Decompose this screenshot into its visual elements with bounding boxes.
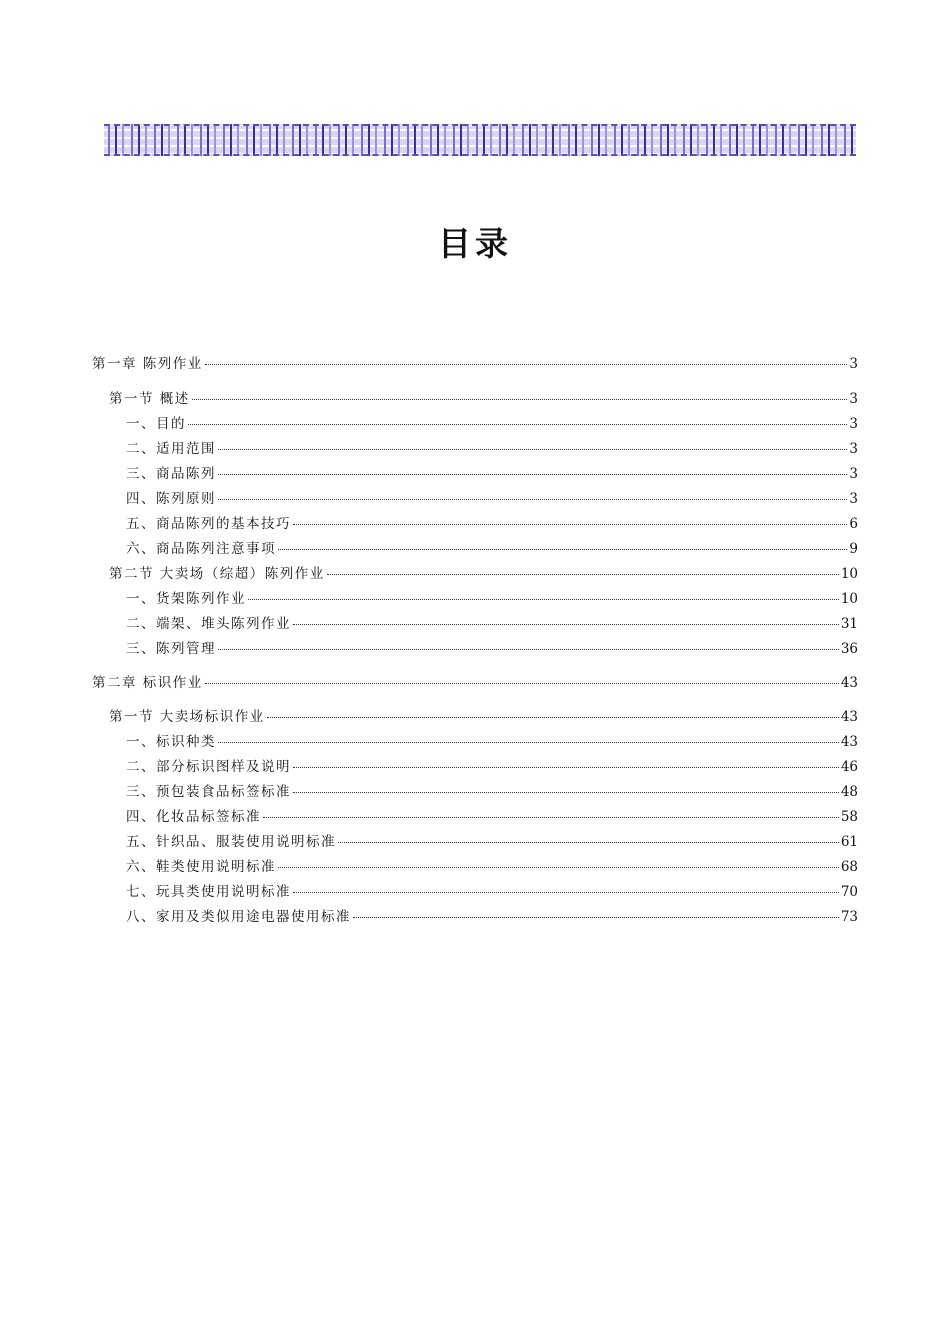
toc-entry-item[interactable]	[126, 758, 858, 776]
toc-leader-dots	[353, 917, 839, 918]
toc-entry-label: 第二节 大卖场（综超）陈列作业	[109, 566, 325, 582]
decorative-banner	[104, 124, 856, 156]
toc-entry-item[interactable]	[126, 615, 858, 633]
toc-entry-page: 46	[840, 759, 858, 775]
toc-entry-label: 三、商品陈列	[126, 466, 216, 482]
toc-entry-item[interactable]	[126, 858, 858, 876]
toc-entry-item[interactable]	[126, 883, 858, 901]
toc-entry-label: 二、端架、堆头陈列作业	[126, 616, 291, 632]
toc-entry-label: 一、目的	[126, 416, 186, 432]
toc-entry-page: 3	[849, 416, 858, 432]
toc-leader-dots	[263, 817, 839, 818]
toc-entry-page: 58	[840, 809, 858, 825]
toc-entry-page: 3	[849, 356, 858, 372]
toc-entry-page: 10	[840, 591, 858, 607]
toc-entry-label: 三、陈列管理	[126, 641, 216, 657]
toc-entry-item[interactable]	[126, 833, 858, 851]
toc-leader-dots	[267, 717, 839, 718]
toc-entry-item[interactable]	[126, 808, 858, 826]
toc-leader-dots	[278, 867, 839, 868]
toc-entry-item[interactable]	[126, 908, 858, 926]
toc-entry-label: 四、化妆品标签标准	[126, 809, 261, 825]
toc-entry-item[interactable]	[126, 440, 858, 458]
toc-leader-dots	[218, 649, 839, 650]
toc-entry-page: 3	[849, 391, 858, 407]
toc-leader-dots	[218, 449, 847, 450]
toc-leader-dots	[218, 742, 839, 743]
toc-entry-page: 6	[849, 516, 858, 532]
toc-entry-label: 二、适用范围	[126, 441, 216, 457]
toc-leader-dots	[218, 474, 847, 475]
toc-entry-label: 第二章 标识作业	[92, 675, 203, 691]
toc-leader-dots	[205, 364, 848, 365]
toc-entry-label: 第一节 大卖场标识作业	[109, 709, 265, 725]
toc-entry-item[interactable]	[126, 640, 858, 658]
toc-entry-page: 3	[849, 441, 858, 457]
toc-entry-label: 六、商品陈列注意事项	[126, 541, 276, 557]
toc-leader-dots	[293, 624, 839, 625]
toc-entry-page: 10	[840, 566, 858, 582]
toc-entry-page: 43	[840, 709, 858, 725]
toc-entry-label: 一、货架陈列作业	[126, 591, 246, 607]
toc-leader-dots	[293, 767, 839, 768]
toc-entry-item[interactable]	[126, 465, 858, 483]
toc-entry-item[interactable]	[126, 590, 858, 608]
toc-entry-item[interactable]	[126, 415, 858, 433]
toc-entry-section[interactable]	[109, 565, 858, 583]
toc-leader-dots	[278, 549, 847, 550]
toc-entry-label: 五、针织品、服装使用说明标准	[126, 834, 336, 850]
toc-entry-section[interactable]	[109, 708, 858, 726]
toc-entry-page: 3	[849, 466, 858, 482]
toc-entry-item[interactable]	[126, 733, 858, 751]
toc-entry-page: 9	[849, 541, 858, 557]
toc-entry-label: 一、标识种类	[126, 734, 216, 750]
toc-entry-page: 43	[840, 734, 858, 750]
toc-entry-page: 31	[840, 616, 858, 632]
toc-entry-label: 八、家用及类似用途电器使用标准	[126, 909, 351, 925]
toc-entry-page: 43	[840, 675, 858, 691]
toc-leader-dots	[218, 499, 847, 500]
toc-entry-page: 3	[849, 491, 858, 507]
toc-leader-dots	[338, 842, 839, 843]
toc-entry-page: 73	[840, 909, 858, 925]
toc-entry-page: 61	[840, 834, 858, 850]
toc-leader-dots	[205, 683, 839, 684]
toc-leader-dots	[327, 574, 839, 575]
toc-entry-page: 48	[840, 784, 858, 800]
toc-entry-label: 三、预包装食品标签标准	[126, 784, 291, 800]
toc-entry-chapter-1[interactable]	[92, 355, 858, 373]
toc-entry-label: 四、陈列原则	[126, 491, 216, 507]
toc-entry-item[interactable]	[126, 490, 858, 508]
toc-entry-page: 70	[840, 884, 858, 900]
toc-entry-item[interactable]	[126, 515, 858, 533]
toc-leader-dots	[248, 599, 839, 600]
toc-entry-item[interactable]	[126, 783, 858, 801]
toc-entry-page: 68	[840, 859, 858, 875]
page-title: 目录	[438, 224, 512, 263]
toc-entry-page: 36	[840, 641, 858, 657]
toc-entry-label: 二、部分标识图样及说明	[126, 759, 291, 775]
toc-entry-label: 五、商品陈列的基本技巧	[126, 516, 291, 532]
toc-leader-dots	[293, 892, 839, 893]
toc-entry-label: 六、鞋类使用说明标准	[126, 859, 276, 875]
toc-entry-label: 第一节 概述	[109, 391, 190, 407]
toc-entry-section[interactable]	[109, 390, 858, 408]
toc-leader-dots	[293, 524, 847, 525]
toc-entry-item[interactable]	[126, 540, 858, 558]
toc-entry-label: 七、玩具类使用说明标准	[126, 884, 291, 900]
toc-entry-label: 第一章 陈列作业	[92, 356, 203, 372]
toc-leader-dots	[188, 424, 847, 425]
toc-leader-dots	[293, 792, 839, 793]
toc-leader-dots	[192, 399, 848, 400]
toc-entry-chapter-2[interactable]	[92, 674, 858, 692]
